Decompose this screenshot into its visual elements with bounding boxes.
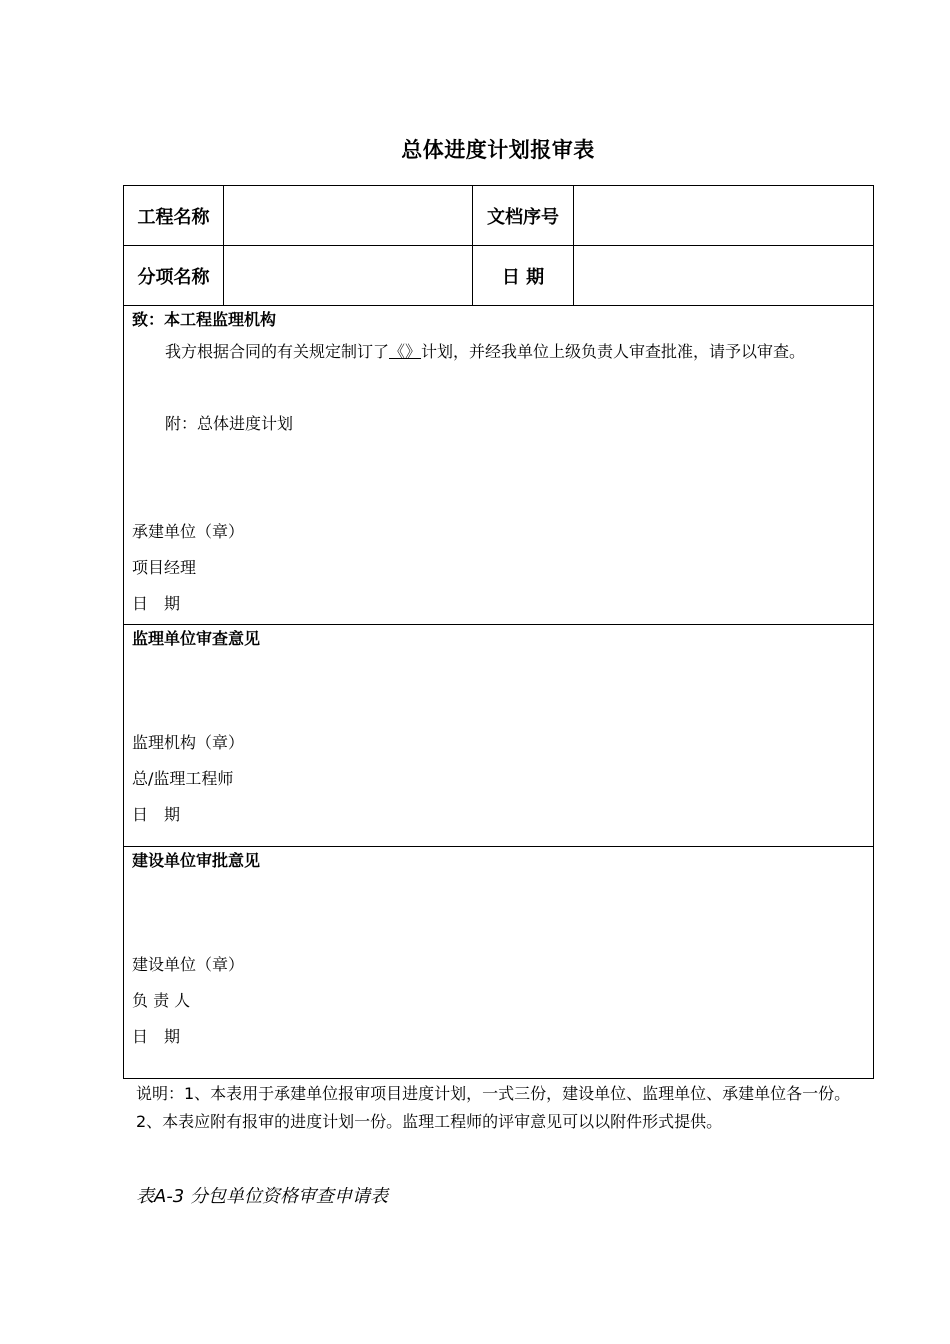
request-text-after: 计划，并经我单位上级负责人审查批准，请予以审查。: [421, 342, 806, 361]
page-title: 总体进度计划报审表: [401, 138, 595, 162]
project-name-field[interactable]: [224, 186, 473, 246]
supervision-section: [124, 625, 874, 847]
doc-no-field[interactable]: [574, 186, 874, 246]
report-form-table: [123, 185, 874, 1079]
addressee: 致：本工程监理机构: [132, 310, 277, 329]
supervision-heading: 监理单位审查意见: [132, 629, 261, 648]
contractor-date-label: 日 期: [132, 594, 181, 613]
sub-item-label: 分项名称: [124, 246, 224, 306]
supervision-unit-label: 监理机构（章）: [132, 733, 245, 752]
project-manager-label: 项目经理: [132, 558, 197, 577]
contractor-section-cell: [124, 306, 874, 625]
supervision-section-cell: [124, 625, 874, 847]
attachment-note: 附：总体进度计划: [165, 414, 294, 433]
owner-heading: 建设单位审批意见: [132, 851, 261, 870]
notes: [136, 1080, 866, 1136]
header-row-2: [124, 246, 874, 306]
owner-date-label: 日 期: [132, 1027, 181, 1046]
doc-no-label: 文档序号: [473, 186, 574, 246]
project-name-label: 工程名称: [124, 186, 224, 246]
contractor-unit-label: 承建单位（章）: [132, 522, 245, 541]
contractor-section: [124, 306, 874, 625]
note-line-1: 说明：1、本表用于承建单位报审项目进度计划，一式三份，建设单位、监理单位、承建单位各一份。: [136, 1084, 851, 1103]
note-line-2: 2、本表应附有报审的进度计划一份。监理工程师的评审意见可以以附件形式提供。: [136, 1112, 723, 1131]
date-field[interactable]: [574, 246, 874, 306]
responsible-person-label: 负 责 人: [132, 991, 191, 1010]
supervision-date-label: 日 期: [132, 805, 181, 824]
date-label: 日 期: [473, 246, 574, 306]
sub-item-field[interactable]: [224, 246, 473, 306]
next-table-caption: 表A-3 分包单位资格审查申请表: [136, 1186, 388, 1207]
owner-section-cell: [124, 847, 874, 1079]
plan-name-blank: 《》: [389, 342, 422, 361]
header-row-1: [124, 186, 874, 246]
request-text-before: 我方根据合同的有关规定制订了: [165, 342, 390, 361]
request-text: [132, 334, 865, 370]
owner-unit-label: 建设单位（章）: [132, 955, 245, 974]
owner-section: [124, 847, 874, 1079]
chief-engineer-label: 总/监理工程师: [132, 769, 234, 788]
